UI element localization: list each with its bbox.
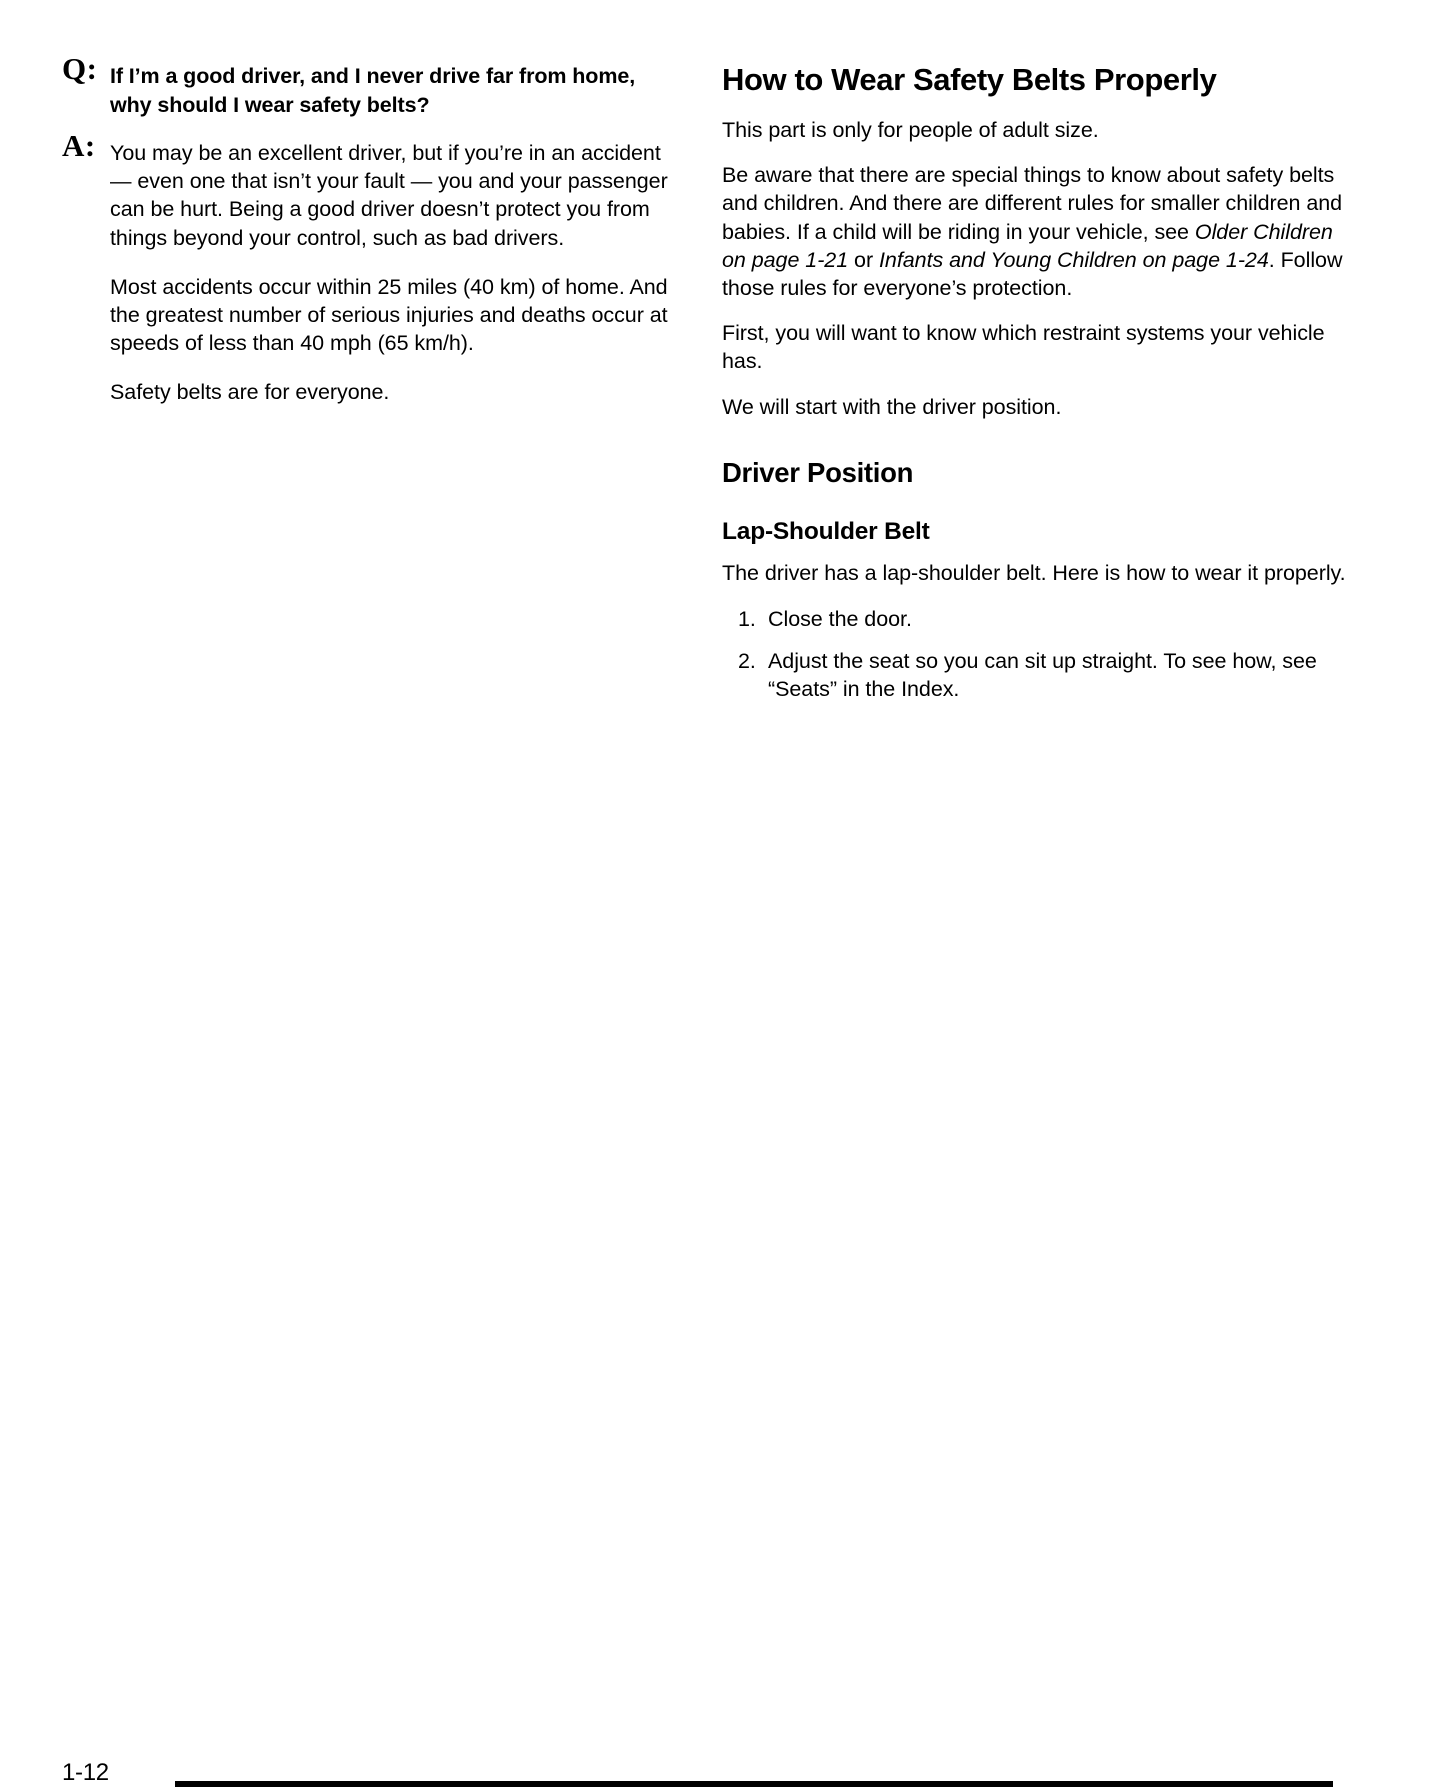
answer-block bbox=[62, 128, 674, 252]
answer-marker: A: bbox=[62, 128, 96, 163]
children-rules-paragraph bbox=[722, 161, 1347, 302]
answer-paragraph-everyone: Safety belts are for everyone. bbox=[110, 380, 390, 405]
right-column bbox=[722, 62, 1347, 718]
answer-continuation bbox=[62, 273, 674, 407]
step-text: Close the door. bbox=[768, 607, 912, 632]
answer-paragraph-accidents: Most accidents occur within 25 miles (40 km) of home. And the greatest number of serious injuries and deaths occur at speeds of less than 40 mph (65 km/h). bbox=[110, 274, 668, 356]
adult-size-paragraph: This part is only for people of adult size. bbox=[722, 118, 1099, 142]
cross-reference-older-children: Older Children on page 1-21 bbox=[722, 219, 1333, 272]
step-number: 1. bbox=[738, 607, 756, 632]
driver-position-heading: Driver Position bbox=[722, 456, 914, 488]
question-block bbox=[62, 51, 674, 119]
children-paragraph-part2: or bbox=[848, 247, 879, 272]
footer-divider bbox=[175, 1781, 1333, 1787]
belt-steps-list bbox=[722, 605, 1347, 704]
left-column bbox=[62, 51, 674, 407]
question-text: If I’m a good driver, and I never drive far from home, why should I wear safety belts? bbox=[110, 64, 636, 117]
page-footer bbox=[0, 875, 1445, 1786]
list-item bbox=[722, 647, 1347, 703]
children-paragraph-part1: Be aware that there are special things to know about safety belts and children. And there are different rules for smaller children and babies. If a child will be riding in your vehicle, see bbox=[722, 163, 1343, 244]
page-number: 1-12 bbox=[62, 1759, 109, 1786]
section-heading: How to Wear Safety Belts Properly bbox=[722, 62, 1217, 97]
lap-shoulder-belt-paragraph: The driver has a lap-shoulder belt. Here is how to wear it properly. bbox=[722, 560, 1346, 585]
lap-shoulder-belt-heading: Lap-Shoulder Belt bbox=[722, 517, 930, 545]
step-number: 2. bbox=[738, 649, 756, 674]
cross-reference-infants-young-children: Infants and Young Children on page 1-24 bbox=[879, 247, 1269, 272]
answer-text: You may be an excellent driver, but if you’re in an accident — even one that isn’t your fault — you and your passenger can be hurt. Being a good driver doesn’t protect you from things beyond your control, such as bad drivers. bbox=[110, 141, 668, 250]
restraint-systems-paragraph: First, you will want to know which restraint systems your vehicle has. bbox=[722, 321, 1325, 374]
children-paragraph-part3: . Follow those rules for everyone’s protection. bbox=[722, 247, 1343, 301]
driver-position-intro-paragraph: We will start with the driver position. bbox=[722, 394, 1062, 419]
page-columns bbox=[0, 51, 1445, 862]
step-text: Adjust the seat so you can sit up straight. To see how, see “Seats” in the Index. bbox=[768, 649, 1317, 702]
question-marker: Q: bbox=[62, 51, 98, 86]
list-item bbox=[722, 605, 1347, 633]
